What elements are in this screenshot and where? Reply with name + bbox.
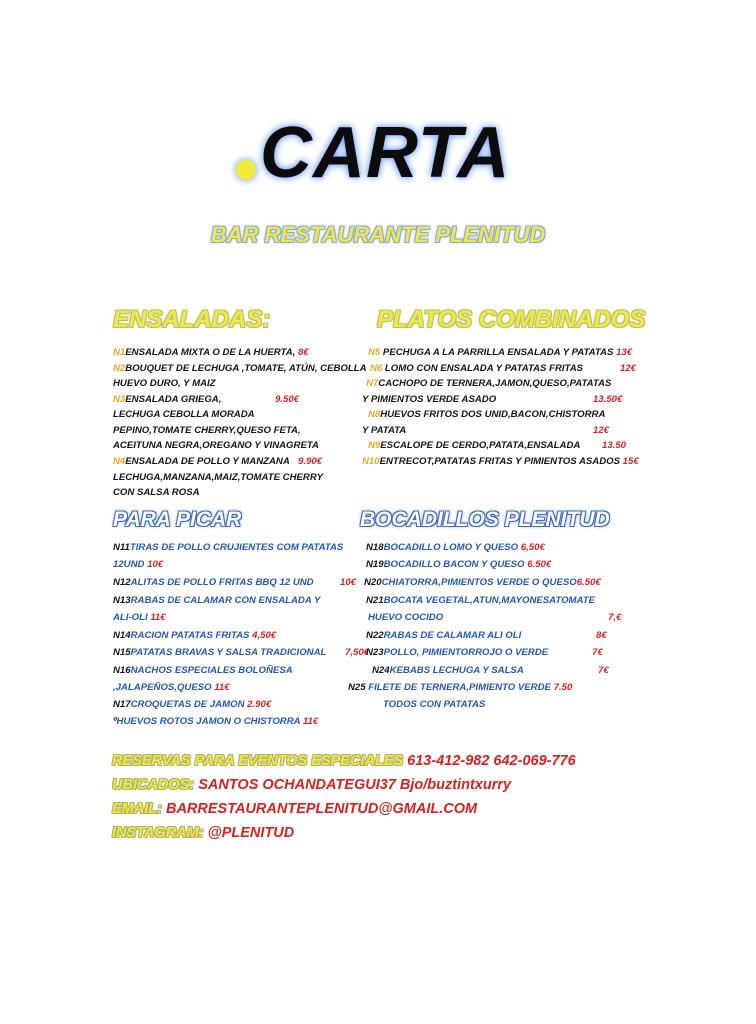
- list-item: ALI-OLI 11€: [113, 612, 166, 623]
- price: 13.50: [602, 440, 627, 451]
- list-item: HUEVO DURO, Y MAIZ: [113, 378, 216, 389]
- instagram-line: INSTAGRAM: @PLENITUD: [112, 825, 295, 841]
- list-item: N11TIRAS DE POLLO CRUJIENTES COM PATATAS: [113, 542, 344, 553]
- price: 12€: [620, 363, 637, 374]
- list-item: LECHUGA,MANZANA,MAIZ,TOMATE CHERRY: [113, 472, 323, 483]
- section-platos-title: PLATOS COMBINADOS: [377, 306, 646, 333]
- price: 7€: [598, 665, 609, 676]
- list-item: LECHUGA CEBOLLA MORADA: [113, 409, 255, 420]
- list-item: N15PATATAS BRAVAS Y SALSA TRADICIONAL: [113, 647, 327, 658]
- list-item: N6 LOMO CON ENSALADA Y PATATAS FRITAS: [370, 363, 584, 374]
- list-item: N7CACHOPO DE TERNERA,JAMON,QUESO,PATATAS: [366, 378, 612, 389]
- price: 9.90€: [298, 456, 323, 467]
- list-item: N22RABAS DE CALAMAR ALI OLI: [366, 630, 522, 641]
- list-item: PEPINO,TOMATE CHERRY,QUESO FETA,: [113, 425, 301, 436]
- section-picar-title: PARA PICAR: [113, 508, 242, 531]
- list-item: N21BOCATA VEGETAL,ATUN,MAYONESATOMATE: [366, 595, 596, 606]
- restaurant-name: BAR RESTAURANTE PLENITUD: [210, 222, 546, 247]
- reservas-line: RESERVAS PARA EVENTOS ESPECIALES 613-412-982 642-069-776: [112, 753, 576, 769]
- list-item: N1ENSALADA MIXTA O DE LA HUERTA, 8€: [113, 347, 309, 358]
- list-item: N3ENSALADA GRIEGA,: [113, 394, 222, 405]
- price: 12€: [593, 425, 610, 436]
- price: 13.50€: [593, 394, 623, 405]
- list-item: N18BOCADILLO LOMO Y QUESO 6,50€: [366, 542, 545, 553]
- list-item: N4ENSALADA DE POLLO Y MANZANA: [113, 456, 290, 467]
- list-item: Y PIMIENTOS VERDE ASADO: [362, 394, 497, 405]
- list-item: Y PATATA: [362, 425, 407, 436]
- list-item: N19BOCADILLO BACON Y QUESO 6.50€: [366, 559, 552, 570]
- list-item: CON SALSA ROSA: [113, 487, 200, 498]
- list-item: N20CHIATORRA,PIMIENTOS VERDE O QUESO6.50€: [364, 577, 601, 588]
- section-bocadillos-title: BOCADILLOS PLENITUD: [360, 508, 610, 531]
- section-ensaladas-title: ENSALADAS:: [113, 306, 271, 333]
- list-item: 12UND 10€: [113, 559, 164, 570]
- price: 9.50€: [275, 394, 300, 405]
- list-item: N17CROQUETAS DE JAMON 2.90€: [113, 699, 272, 710]
- page-title: CARTA: [260, 113, 511, 193]
- price: 7,50€: [345, 647, 370, 658]
- list-item: N25 FILETE DE TERNERA,PIMIENTO VERDE 7.50: [348, 682, 573, 693]
- list-item: N12ALITAS DE POLLO FRITAS BBQ 12 UND: [113, 577, 314, 588]
- list-item: N5 PECHUGA A LA PARRILLA ENSALADA Y PATATAS 13€: [368, 347, 633, 358]
- list-item: N24KEBABS LECHUGA Y SALSA: [372, 665, 524, 676]
- list-item: N23POLLO, PIMIENTORROJO O VERDE: [366, 647, 549, 658]
- list-item: TODOS CON PATATAS: [383, 699, 486, 710]
- list-item: ,JALAPEÑOS,QUESO 11€: [113, 682, 230, 693]
- ubicados-line: UBICADOS: SANTOS OCHANDATEGUI37 Bjo/buztintxurry: [112, 777, 512, 793]
- list-item: N16NACHOS ESPECIALES BOLOÑESA: [113, 665, 293, 676]
- list-item: N2BOUQUET DE LECHUGA ,TOMATE, ATÚN, CEBOLLA: [113, 363, 367, 374]
- list-item: HUEVO COCIDO: [368, 612, 444, 623]
- list-item: N8HUEVOS FRITOS DOS UNID,BACON,CHISTORRA: [368, 409, 606, 420]
- price: 10€: [340, 577, 357, 588]
- price: 8€: [596, 630, 607, 641]
- email-line: EMAIL: BARRESTAURANTEPLENITUD@GMAIL.COM: [112, 801, 478, 817]
- price: 7,€: [608, 612, 622, 623]
- price: 7€: [592, 647, 603, 658]
- list-item: ºHUEVOS ROTOS JAMON O CHISTORRA 11€: [113, 716, 319, 727]
- list-item: N10ENTRECOT,PATATAS FRITAS Y PIMIENTOS ASADOS 15€: [362, 456, 639, 467]
- list-item: N9ESCALOPE DE CERDO,PATATA,ENSALADA: [368, 440, 581, 451]
- list-item: ACEITUNA NEGRA,OREGANO Y VINAGRETA: [113, 440, 319, 451]
- list-item: N13RABAS DE CALAMAR CON ENSALADA Y: [113, 595, 321, 606]
- list-item: N14RACION PATATAS FRITAS 4,50€: [113, 630, 277, 641]
- yellow-dot-icon: [236, 160, 256, 180]
